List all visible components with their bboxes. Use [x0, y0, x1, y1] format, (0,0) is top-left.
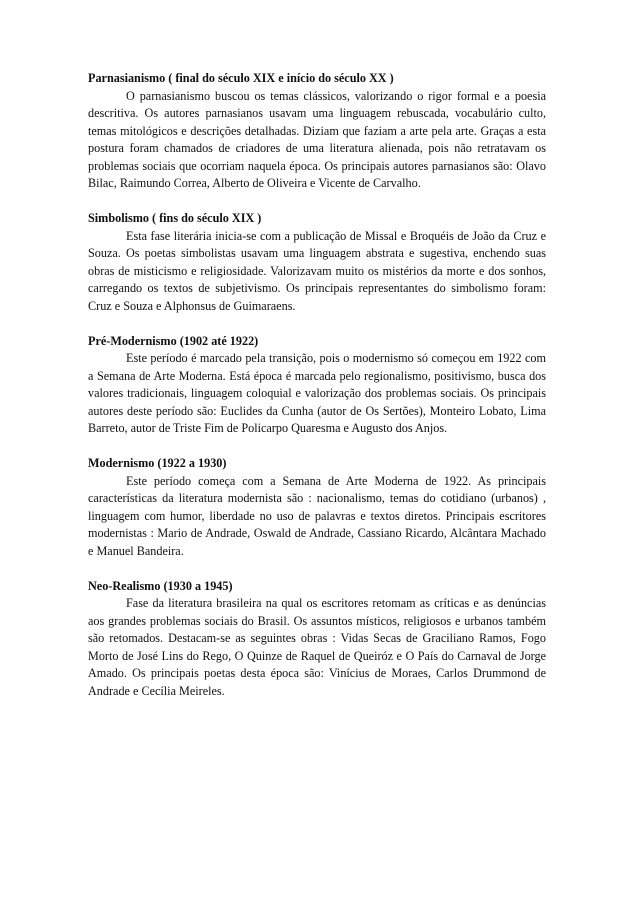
section-pre-modernismo [88, 333, 546, 438]
section-paragraph: Esta fase literária inicia-se com a publicação de Missal e Broquéis de João da Cruz e Souza. Os poetas simbolistas usavam uma linguagem abstrata e sugestiva, enchendo suas obras de misticismo e religiosidade. Valorizavam muito os mistérios da morte e dos sonhos, carregando os textos de subjetivismo. Os principais representantes do simbolismo foram: Cruz e Souza e Alphonsus de Guimaraens. [88, 228, 546, 313]
section-paragraph: O parnasianismo buscou os temas clássicos, valorizando o rigor formal e a poesia descritiva. Os autores parnasianos usavam uma linguagem rebuscada, vocabulário culto, temas mitológicos e descrições detalhadas. Diziam que faziam a arte pela arte. Graças a esta postura foram chamados de criadores de uma literatura alienada, pois não retratavam os problemas sociais que ocorriam naquela época. Os principais autores parnasianos são: Olavo Bilac, Raimundo Correa, Alberto de Oliveira e Vicente de Carvalho. [88, 88, 546, 190]
section-heading: Modernismo (1922 a 1930) [88, 456, 227, 470]
section-heading: Simbolismo ( fins do século XIX ) [88, 211, 262, 225]
section-paragraph: Este período é marcado pela transição, pois o modernismo só começou em 1922 com a Semana de Arte Moderna. Está época é marcada pelo regionalismo, positivismo, busca dos valores tradicionais, linguagem coloquial e valorização dos problemas sociais. Os principais autores deste período são: Euclides da Cunha (autor de Os Sertões), Monteiro Lobato, Lima Barreto, autor de Triste Fim de Policarpo Quaresma e Augusto dos Anjos. [88, 351, 546, 435]
section-paragraph: Este período começa com a Semana de Arte Moderna de 1922. As principais características da literatura modernista são : nacionalismo, temas do cotidiano (urbanos) , linguagem com humor, liberdade no uso de palavras e textos diretos. Principais escritores modernistas : Mario de Andrade, Oswald de Andrade, Cassiano Ricardo, Alcântara Machado e Manuel Bandeira. [88, 473, 546, 558]
section-modernismo [88, 455, 546, 560]
section-parnasianismo [88, 70, 546, 193]
section-paragraph: Fase da literatura brasileira na qual os escritores retomam as críticas e as denúncias aos grandes problemas sociais do Brasil. Os assuntos místicos, religiosos e urbanos também são retomados. Destacam-se as seguintes obras : Vidas Secas de Graciliano Ramos, Fogo Morto de José Lins do Rego, O Quinze de Raquel de Queiróz e O País do Carnaval de Jorge Amado. Os principais poetas desta época são: Vinícius de Moraes, Carlos Drummond de Andrade e Cecília Meireles. [88, 596, 546, 698]
document-page [88, 70, 546, 718]
section-heading: Parnasianismo ( final do século XIX e início do século XX ) [88, 71, 394, 85]
section-heading: Pré-Modernismo (1902 até 1922) [88, 333, 259, 348]
section-heading: Neo-Realismo (1930 a 1945) [88, 578, 233, 593]
section-simbolismo [88, 210, 546, 315]
section-neo-realismo [88, 578, 546, 701]
